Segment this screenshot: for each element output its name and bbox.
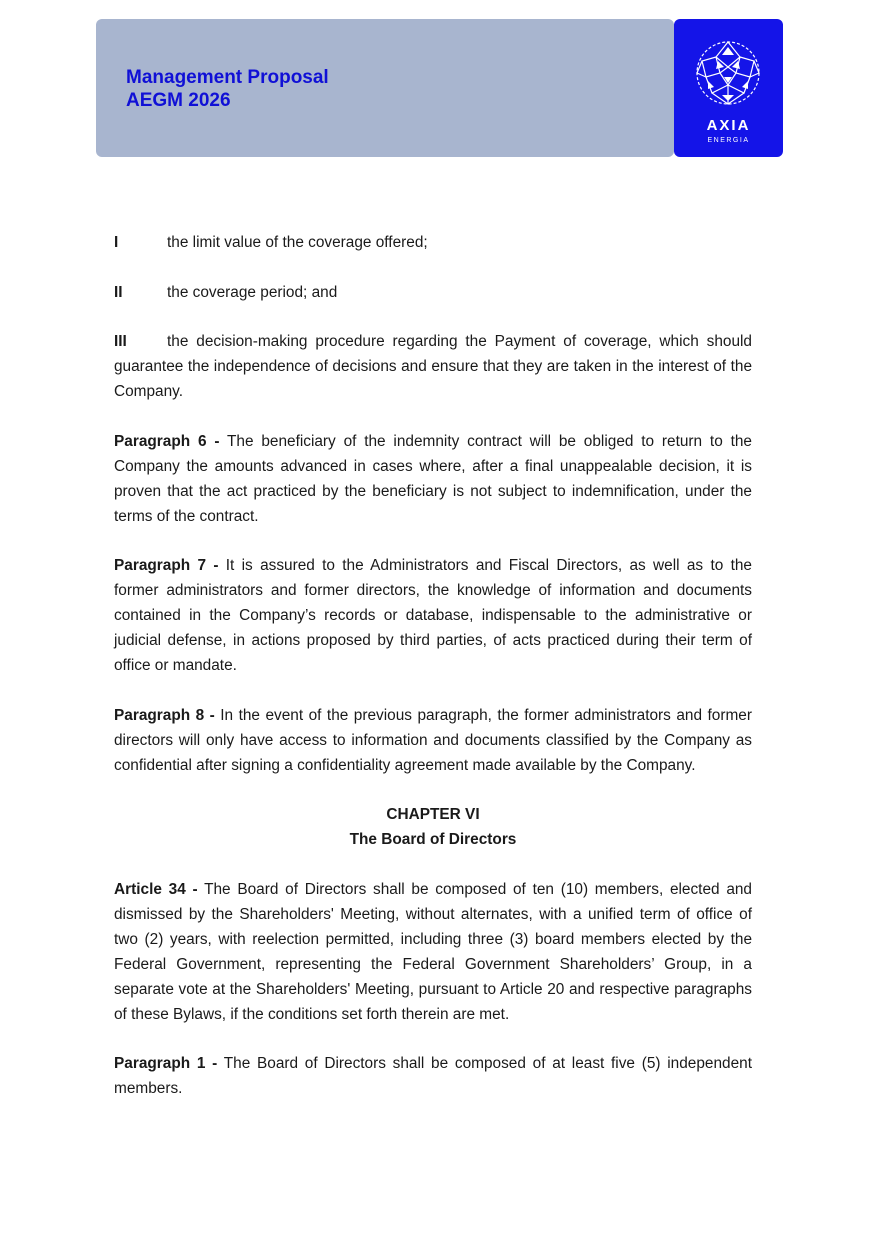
paragraph-label: Paragraph 6 - [114,432,220,450]
paragraph-label: Paragraph 1 - [114,1055,218,1072]
chapter-number: CHAPTER VI [386,806,480,823]
document-header-title [126,66,329,112]
article-34 [114,877,752,1027]
item-text: the limit value of the coverage offered; [167,234,428,251]
paragraph-text: It is assured to the Administrators and Fiscal Directors, as well as to the former administrators and former directors, the knowledge of information and documents contained in the Company’s records or database, indispensable to the administrative or judicial defense, in actions proposed by third parties, of acts practiced during their term of office or mandate. [114,557,752,674]
paragraph-7 [114,553,752,678]
item-text: the decision-making procedure regarding the Payment of coverage, which should guarantee the independence of decisions and ensure that they are taken in the interest of the Company. [114,333,752,400]
list-item [114,230,752,255]
article-text: The Board of Directors shall be composed of ten (10) members, elected and dismissed by the Shareholders' Meeting, without alternates, with a unified term of office of two (2) years, with reelection permitted, including three (3) board members elected by the Federal Government, representing the Federal Government Shareholders’ Group, in a separate vote at the Shareholders' Meeting, pursuant to Article 20 and respective paragraphs of these Bylaws, if the conditions set forth therein are met. [114,880,752,1023]
header-title-line1: Management Proposal [126,67,329,88]
article-label: Article 34 - [114,880,198,898]
paragraph-6 [114,429,752,529]
chapter-title: The Board of Directors [349,831,517,848]
paragraph-label: Paragraph 8 - [114,706,215,724]
paragraph-1 [114,1051,752,1101]
paragraph-label: Paragraph 7 - [114,557,219,574]
paragraph-text: In the event of the previous paragraph, the former administrators and former directors will only have access to information and documents classified by the Company as confidential after signing a confidentiality agreement made available by the Company. [114,706,752,774]
item-roman-numeral: II [114,283,123,301]
chapter-heading [114,802,752,852]
logo-subtitle: ENERGIA [707,137,750,144]
globe-icon [694,39,762,107]
paragraph-8 [114,703,752,778]
list-item [114,280,752,305]
item-text: the coverage period; and [167,283,338,301]
item-roman-numeral: III [114,333,127,350]
paragraph-text: The Board of Directors shall be composed of at least five (5) independent members. [114,1055,752,1097]
document-body [114,230,752,1126]
axia-logo [674,19,783,157]
list-item [114,329,752,404]
logo-name: AXIA [706,117,751,134]
item-roman-numeral: I [114,234,119,251]
paragraph-text: The beneficiary of the indemnity contract will be obliged to return to the Company the amounts advanced in cases where, after a final unappealable decision, it is proven that the act practiced by the beneficiary is not subject to indemnification, under the terms of the contract. [114,432,752,525]
header-title-line2: AEGM 2026 [126,90,231,111]
